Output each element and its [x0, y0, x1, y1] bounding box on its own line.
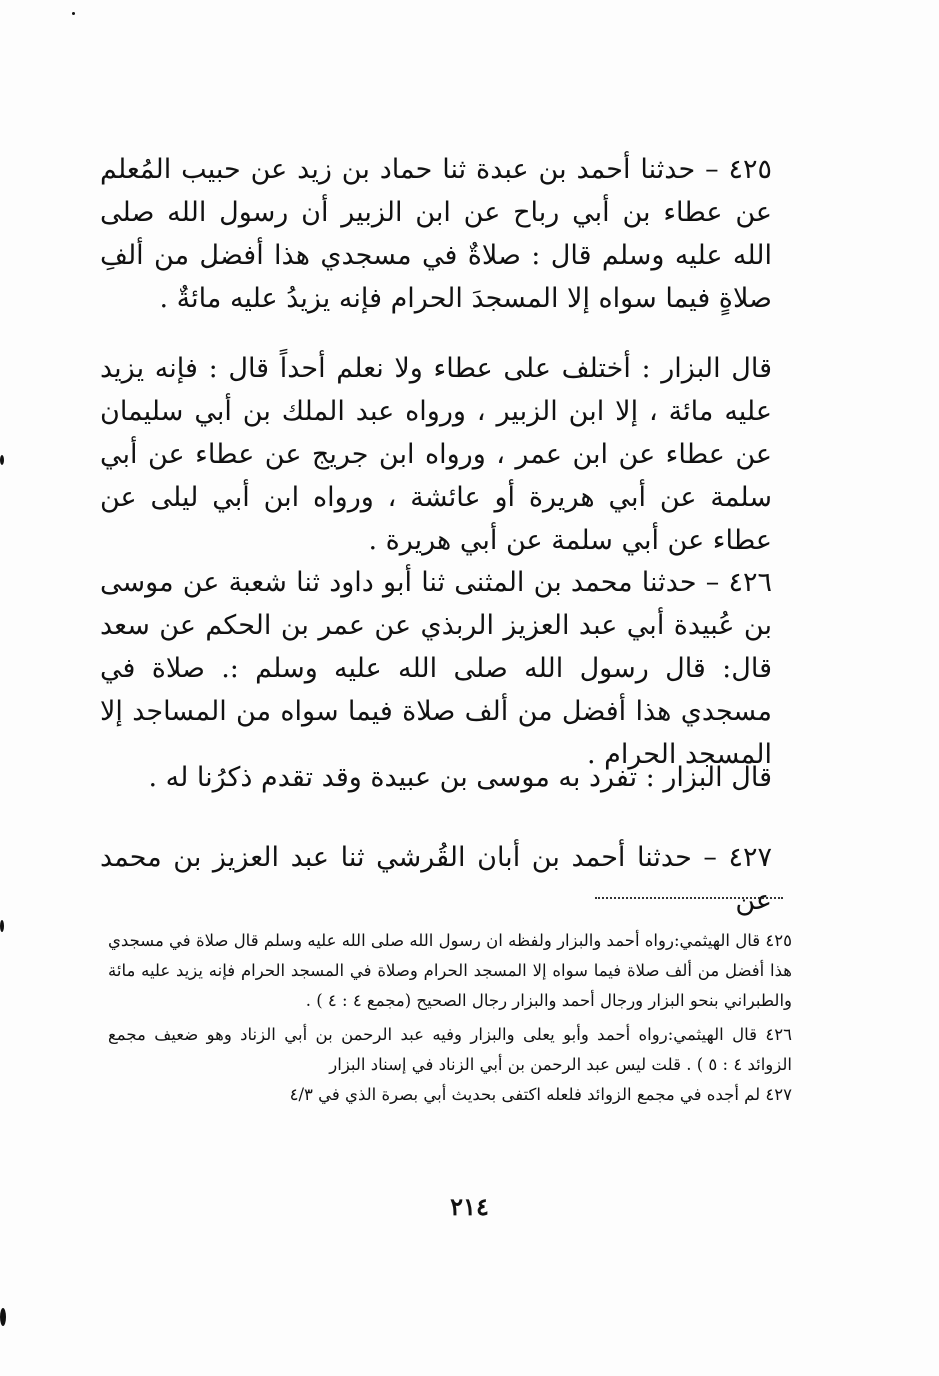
scan-speck — [0, 1308, 6, 1326]
footnote-427: ٤٢٧ لم أجده في مجمع الزوائد فلعله اكتفى بحديث أبي بصرة الذي في ٤/٣ — [289, 1085, 792, 1104]
commentary-426: قال البزار : تفرد به موسى بن عبيدة وقد تقدم ذكرُنا له . — [148, 762, 772, 793]
page-number: ٢١٤ — [450, 1192, 489, 1221]
hadith-427: ٤٢٧ – حدثنا أحمد بن أبان القُرشي ثنا عبد العزيز بن محمد عن — [100, 842, 772, 916]
footnote-426: ٤٢٦ قال الهيثمي:رواه أحمد وأبو يعلى والبزار وفيه عبد الرحمن بن أبي الزناد وهو ضعيف مجمع الزوائد ٤ : ٥ ) . قلت ليس عبد الرحمن بن أبي الزناد في إسناد البزار — [108, 1025, 792, 1074]
commentary-425: قال البزار : أختلف على عطاء ولا نعلم أحداً قال : فإنه يزيد عليه مائة ، إلا ابن الزبير ، ورواه عبد الملك بن أبي سليمان عن عطاء عن ابن عمر ، ورواه ابن جريج عن عطاء عن أبي سلمة عن أبي هريرة أو عائشة ، ورواه ابن أبي ليلى عن عطاء عن أبي سلمة عن أبي هريرة . — [100, 353, 772, 556]
scan-speck — [72, 12, 75, 15]
hadith-425: ٤٢٥ – حدثنا أحمد بن عبدة ثنا حماد بن زيد عن حبيب المُعلم عن عطاء بن أبي رباح عن ابن الزبير أن رسول الله صلى الله عليه وسلم قال : صلاةٌ في مسجدي هذا أفضل من ألفِ صلاةٍ فيما سواه إلا المسجدَ الحرام فإنه يزيدُ عليه مائةٌ . — [100, 154, 772, 314]
scan-speck — [0, 920, 4, 932]
scan-speck — [0, 455, 4, 465]
hadith-426: ٤٢٦ – حدثنا محمد بن المثنى ثنا أبو داود ثنا شعبة عن موسى بن عُبيدة أبي عبد العزيز الربذي عن عمر بن الحكم عن سعد قال: قال رسول الله صلى الله عليه وسلم :. صلاة في مسجدي هذا أفضل من ألف صلاة فيما سواه من المساجد إلا المسجد الحرام . — [100, 567, 772, 770]
footnote-divider — [595, 897, 783, 899]
footnotes — [108, 926, 792, 1110]
footnote-425: ٤٢٥ قال الهيثمي:رواه أحمد والبزار ولفظه ان رسول الله صلى الله عليه وسلم قال صلاة في مسجدي هذا أفضل من ألف صلاة فيما سواه إلا المسجد الحرام وصلاة في المسجد الحرام فإنه يزيد عليه مائة والطبراني بنحو البزار ورجال أحمد والبزار رجال الصحيح (مجمع ٤ : ٤ ) . — [108, 931, 792, 1010]
